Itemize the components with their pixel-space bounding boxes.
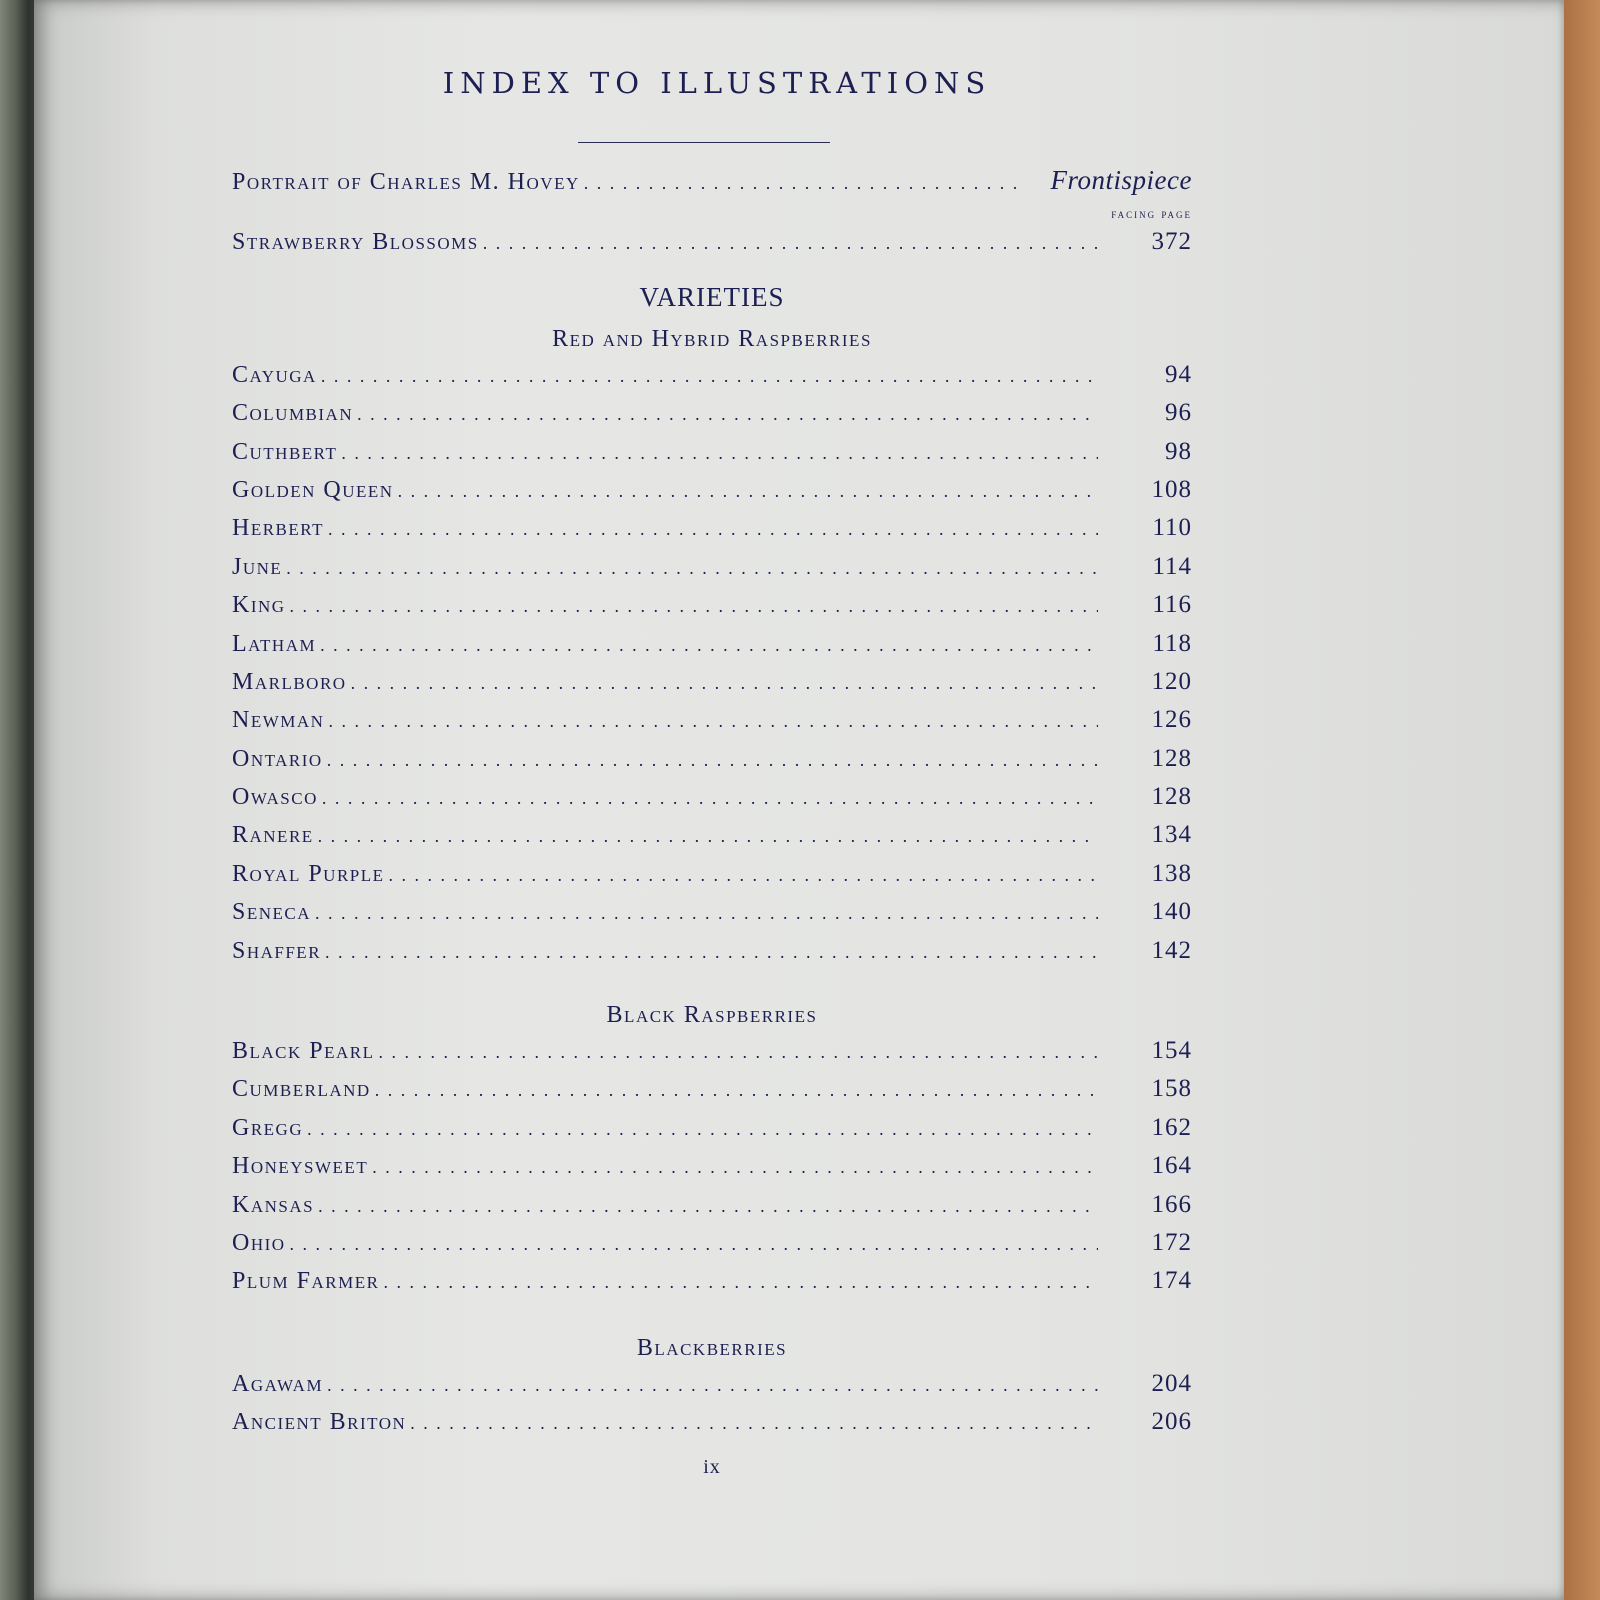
section-heading: Blackberries: [636, 1334, 788, 1361]
index-entry: [232, 433, 1192, 471]
entry-label: Gregg: [232, 1114, 304, 1141]
leader-dots: [282, 549, 1098, 586]
entry-page: Frontispiece: [1050, 165, 1192, 195]
entry-label: Strawberry Blossoms: [232, 229, 479, 256]
index-entry: [232, 1032, 1192, 1070]
index-entry: [232, 625, 1192, 663]
sections-container: [232, 322, 1192, 1442]
index-entry: [232, 548, 1192, 586]
entry-page: 158: [1151, 1075, 1192, 1103]
index-entry: [232, 356, 1192, 394]
page-title: INDEX TO ILLUSTRATIONS: [442, 66, 992, 100]
entry-label: Kansas: [232, 1191, 315, 1218]
entry-label: Marlboro: [232, 668, 347, 695]
entry-page: 162: [1151, 1113, 1192, 1141]
entry-page: 154: [1151, 1037, 1192, 1065]
index-entry: [232, 740, 1192, 778]
leader-dots: [314, 817, 1098, 854]
index-entry: [232, 701, 1192, 739]
index-entry: [232, 663, 1192, 701]
entry-strawberry: [232, 223, 1192, 261]
index-entry: [232, 1262, 1192, 1300]
section-heading: Black Raspberries: [606, 1002, 818, 1029]
entry-page: 134: [1151, 821, 1192, 849]
entry-page: 206: [1151, 1408, 1192, 1436]
leader-dots: [318, 779, 1098, 816]
index-content: [232, 66, 1192, 1479]
entry-page: 114: [1152, 552, 1192, 580]
entry-page: 204: [1151, 1369, 1192, 1397]
leader-dots: [303, 1110, 1098, 1147]
index-entry: [232, 1365, 1192, 1403]
entry-page: 372: [1151, 228, 1192, 256]
entry-page: 126: [1151, 706, 1192, 734]
leader-dots: [286, 1225, 1098, 1262]
entry-label: Cumberland: [232, 1076, 371, 1103]
entry-label: Ohio: [232, 1229, 286, 1256]
entry-page: 108: [1151, 475, 1192, 503]
entry-page: 98: [1165, 437, 1192, 465]
entry-page: 172: [1151, 1228, 1192, 1256]
leader-dots: [337, 434, 1098, 471]
table-surface: [1560, 0, 1600, 1600]
entry-page: 118: [1152, 629, 1192, 657]
index-entry: [232, 893, 1192, 931]
entry-label: King: [232, 592, 286, 619]
leader-dots: [321, 933, 1098, 970]
leader-dots: [311, 894, 1098, 931]
entry-label: Agawam: [232, 1370, 324, 1397]
index-entry: [232, 1109, 1192, 1147]
leader-dots: [324, 510, 1098, 547]
entry-frontispiece: [232, 161, 1192, 199]
index-entry: [232, 816, 1192, 854]
entry-page: 128: [1151, 744, 1192, 772]
entry-label: Cayuga: [232, 361, 317, 388]
title-rule: [578, 142, 830, 143]
leader-dots: [394, 472, 1098, 509]
entry-page: 140: [1151, 898, 1192, 926]
entry-label: Owasco: [232, 784, 318, 811]
section-heading: Red and Hybrid Raspberries: [552, 325, 872, 352]
entry-label: Plum Farmer: [232, 1268, 380, 1295]
leader-dots: [406, 1404, 1098, 1441]
index-entry: [232, 586, 1192, 624]
leader-dots: [323, 1366, 1098, 1403]
index-entry: [232, 509, 1192, 547]
index-entry: [232, 471, 1192, 509]
entry-page: 138: [1151, 859, 1192, 887]
entry-label: Portrait of Charles M. Hovey: [232, 169, 580, 195]
entry-page: 96: [1165, 399, 1192, 427]
entry-label: Ancient Briton: [232, 1409, 407, 1436]
entry-page: 142: [1151, 936, 1192, 964]
entry-label: June: [232, 553, 283, 580]
index-entry: [232, 855, 1192, 893]
index-entry: [232, 394, 1192, 432]
leader-dots: [323, 741, 1098, 778]
leader-dots: [286, 587, 1098, 624]
entry-label: Royal Purple: [232, 860, 385, 887]
entry-label: Columbian: [232, 400, 354, 427]
entry-label: Herbert: [232, 515, 324, 542]
index-entry: [232, 1147, 1192, 1185]
entry-page: 116: [1152, 591, 1192, 619]
leader-dots: [368, 1148, 1098, 1185]
index-entry: [232, 1403, 1192, 1441]
index-entry: [232, 1070, 1192, 1108]
entry-label: Seneca: [232, 899, 312, 926]
entry-label: Shaffer: [232, 937, 322, 964]
index-entry: [232, 778, 1192, 816]
entry-page: 164: [1151, 1152, 1192, 1180]
entry-label: Latham: [232, 630, 317, 657]
entry-page: 174: [1151, 1267, 1192, 1295]
entry-label: Ranere: [232, 822, 314, 849]
leader-dots: [353, 395, 1098, 432]
leader-dots: [371, 1071, 1098, 1108]
entry-page: 94: [1165, 360, 1192, 388]
leader-dots: [324, 702, 1098, 739]
entry-page: 120: [1151, 667, 1192, 695]
varieties-heading: VARIETIES: [639, 281, 785, 312]
page-folio: ix: [703, 1455, 721, 1478]
facing-page-label: facing page: [1111, 206, 1192, 222]
entry-label: Golden Queen: [232, 476, 394, 503]
entry-label: Newman: [232, 707, 325, 734]
leader-dots: [317, 357, 1098, 394]
entry-page: 128: [1151, 783, 1192, 811]
index-entry: [232, 1186, 1192, 1224]
entry-label: Black Pearl: [232, 1038, 375, 1065]
entry-page: 110: [1152, 514, 1192, 542]
leader-dots: [347, 664, 1098, 701]
leader-dots: [479, 224, 1098, 261]
entry-label: Cuthbert: [232, 438, 338, 465]
leader-dots: [385, 856, 1098, 893]
entry-label: Honeysweet: [232, 1153, 369, 1180]
index-entry: [232, 1224, 1192, 1262]
entry-page: 166: [1151, 1190, 1192, 1218]
entry-label: Ontario: [232, 745, 323, 772]
leader-dots: [580, 164, 1025, 199]
leader-dots: [379, 1263, 1098, 1300]
index-entry: [232, 932, 1192, 970]
leader-dots: [375, 1033, 1098, 1070]
leader-dots: [316, 626, 1098, 663]
leader-dots: [314, 1187, 1098, 1224]
